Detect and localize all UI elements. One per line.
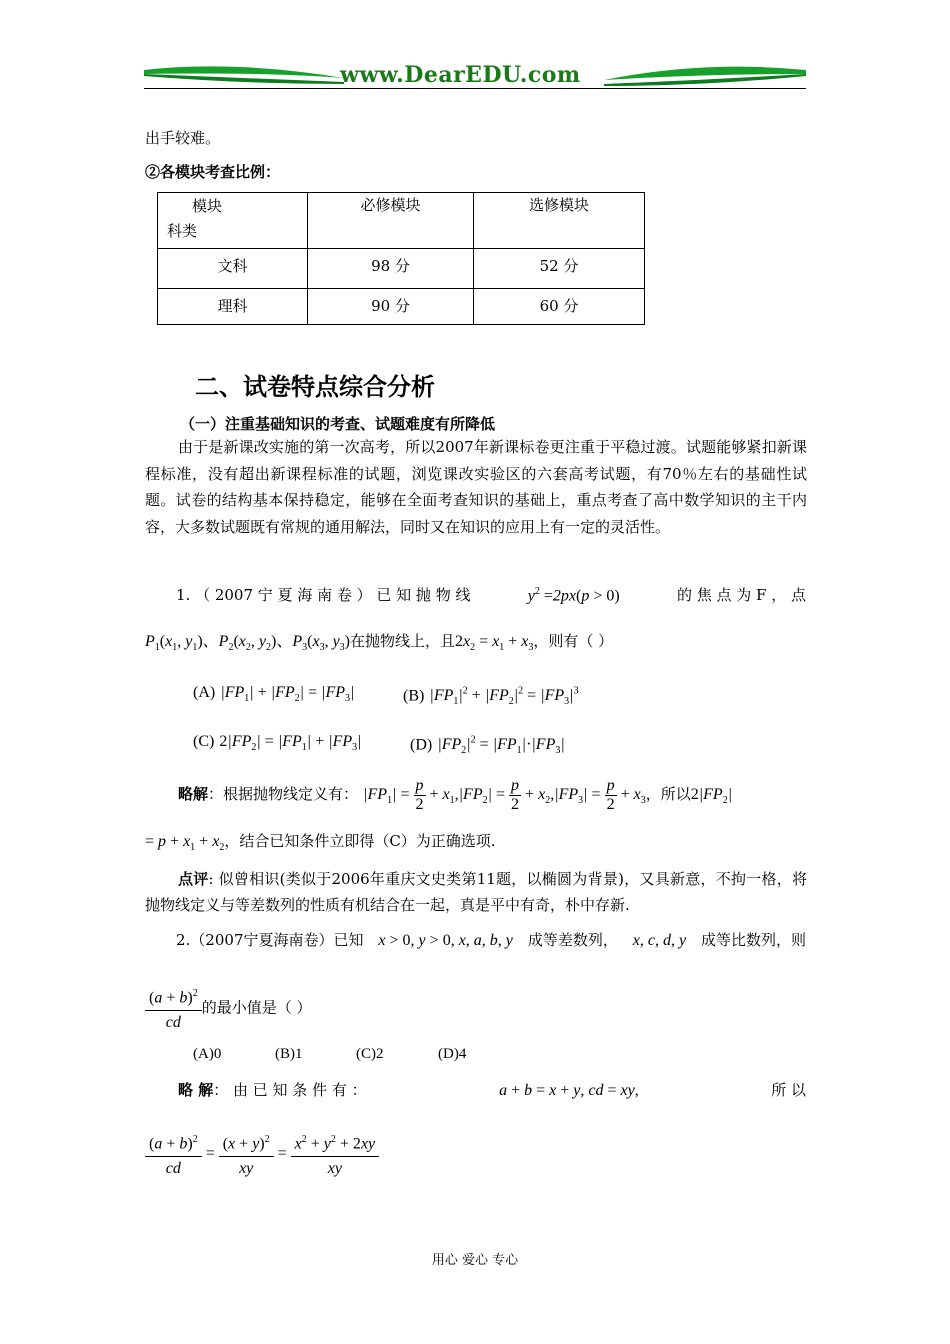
option-c-formula: $2|FP_2| = |FP_1| + |FP_3|$ [219, 733, 362, 754]
q2-solution-text: ： 由 已 知 条 件 有 ： [213, 1081, 367, 1099]
q2-option-d: (D)4 [438, 1046, 467, 1062]
q1-comment [145, 866, 807, 918]
q2-mid1: 成等差数列， [527, 931, 618, 949]
q2-solution-fraction-chain: $\frac{(a + b)^2}{cd}$ = $\frac{(x + y)^2}{xy}$ = $\frac{x^2 + y^2 + 2xy}{xy}$ [145, 1145, 379, 1162]
q1-solution-label: 略解 [178, 785, 209, 803]
q2-option-c: (C)2 [356, 1046, 384, 1062]
option-c-label: (C) [193, 733, 215, 750]
q2-geometric-formula: x, c, d, y [632, 932, 687, 949]
q2-option-b: (B)1 [275, 1046, 303, 1062]
q1-line2-tail: ，则有（ ） [533, 632, 614, 650]
q1-points-formula: $P_1(x_1$, $y_1$)、$P_2(x_2$, $y_2$)、$P_3(x_3$, $y_3$) [145, 633, 350, 654]
q1-intro: 1. （ 2007 宁 夏 海 南 卷 ） 已 知 抛 物 线 [176, 586, 471, 605]
q1-option-c [193, 731, 362, 758]
q1-option-b [403, 682, 579, 713]
q2-options [193, 1043, 466, 1064]
page-footer: 用心 爱心 专心 [431, 1253, 519, 1268]
q1-relation-formula: $2x_2 = x_1 + x_3$ [455, 633, 534, 654]
q1-option-a [193, 682, 354, 709]
q2-line1 [176, 930, 806, 951]
table-corner-cell [158, 193, 308, 249]
q1-line2-text: 在抛物线上，且 [350, 632, 456, 650]
option-d-label: (D) [410, 736, 433, 754]
option-b-label: (B) [403, 687, 425, 705]
row-label: 文科 [158, 249, 308, 289]
option-a-formula: $|FP_1| + |FP_2| = |FP_3|$ [220, 684, 355, 705]
q1-parabola-formula: $y^2 =2px(p > 0)$ [527, 586, 620, 605]
q2-intro: 2.（2007宁夏海南卷）已知 [176, 931, 364, 949]
option-a-label: (A) [193, 684, 216, 701]
q1-comment-text: : 似曾相识(类似于2006年重庆文史类第11题，以椭圆为背景)，又具新意，不拘一格，将抛物线定义与等差数列的性质有机结合在一起，真是平中有奇，朴中存新. [145, 870, 807, 914]
q2-line2 [145, 982, 311, 1035]
q1-line1 [176, 582, 806, 606]
q1-solution-line2-formula: = $p + x_1 + x_2$ [145, 833, 225, 854]
option-b-formula: $|FP_1|^2 + |FP_2|^2 = |FP_3|^3$ [429, 686, 579, 708]
q2-line2-text: 的最小值是（ ） [201, 998, 312, 1017]
q1-solution-line1 [178, 774, 732, 821]
q2-conditions-formula: x > 0, y > 0, x, a, b, y [378, 932, 513, 949]
row-label: 理科 [158, 289, 308, 325]
q1-option-d [410, 731, 565, 762]
table-header-elective: 选修模块 [474, 193, 645, 249]
table-row [158, 249, 645, 289]
q1-solution-so: ，所以 [645, 785, 691, 803]
header-rule [144, 88, 806, 89]
q1-solution-formula: $|FP_1|$ = $\frac{p}{2}$ + $x_1,|FP_2|$ = $\frac{p}{2}$ + $x_2,|FP_3|$ = $\frac{p}{2}$ + $x_3$ [363, 776, 646, 813]
option-d-formula: $|FP_2|^2 = |FP_1|\cdot|FP_3|$ [437, 735, 565, 757]
q2-solution-so: 所 以 [771, 1081, 806, 1099]
table-header-required: 必修模块 [308, 193, 474, 249]
q1-comment-label: 点评 [178, 870, 209, 888]
corner-top: 模块 [192, 197, 223, 215]
ratio-heading: ②各模块考查比例： [145, 163, 281, 181]
table-row [158, 289, 645, 325]
site-name: www.DearEDU.com [340, 62, 581, 88]
q1-condition: 的 焦 点 为 F ， 点 [676, 586, 806, 605]
q1-solution-so-formula: $2|FP_2|$ [690, 786, 733, 807]
section-title: 二、试卷特点综合分析 [195, 372, 435, 401]
corner-bottom: 科类 [167, 222, 198, 240]
q1-solution-line2-text: ，结合已知条件立即得（C）为正确选项. [224, 832, 496, 850]
module-ratio-table [157, 192, 645, 325]
q2-mid2: 成等比数列，则 [700, 931, 806, 949]
row-value-required: 98 分 [308, 249, 474, 289]
q2-solution-formula: a + b = x + y, cd = xy, [499, 1082, 639, 1099]
row-value-elective: 52 分 [474, 249, 645, 289]
q2-solution-line2 [145, 1128, 379, 1181]
subsection-title: （一）注重基础知识的考查、试题难度有所降低 [180, 415, 496, 433]
q2-solution-label: 略 解 [178, 1081, 214, 1099]
intro-tail: 出手较难。 [145, 129, 221, 147]
row-value-elective: 60 分 [474, 289, 645, 325]
q1-solution-text: ：根据抛物线定义有： [208, 785, 359, 803]
q1-solution-line2 [145, 831, 496, 858]
q2-solution-line1 [178, 1080, 806, 1101]
q2-expression-formula: $\frac{(a + b)^2}{cd}$ [145, 999, 202, 1016]
row-value-required: 90 分 [308, 289, 474, 325]
q2-option-a: (A)0 [193, 1046, 222, 1062]
q1-line2 [145, 631, 613, 658]
body-paragraph: 由于是新课改实施的第一次高考，所以2007年新课标卷更注重于平稳过渡。试题能够紧扣新课程标准，没有超出新课程标准的试题，浏览课改实验区的六套高考试题，有70％左右的基础性试题。试卷的结构基本保持稳定，能够在全面考查知识的基础上，重点考查了高中数学知识的主干内容，大多数试题既有常规的通用解法，同时又在知识的应用上有一定的灵活性。 [145, 438, 807, 536]
